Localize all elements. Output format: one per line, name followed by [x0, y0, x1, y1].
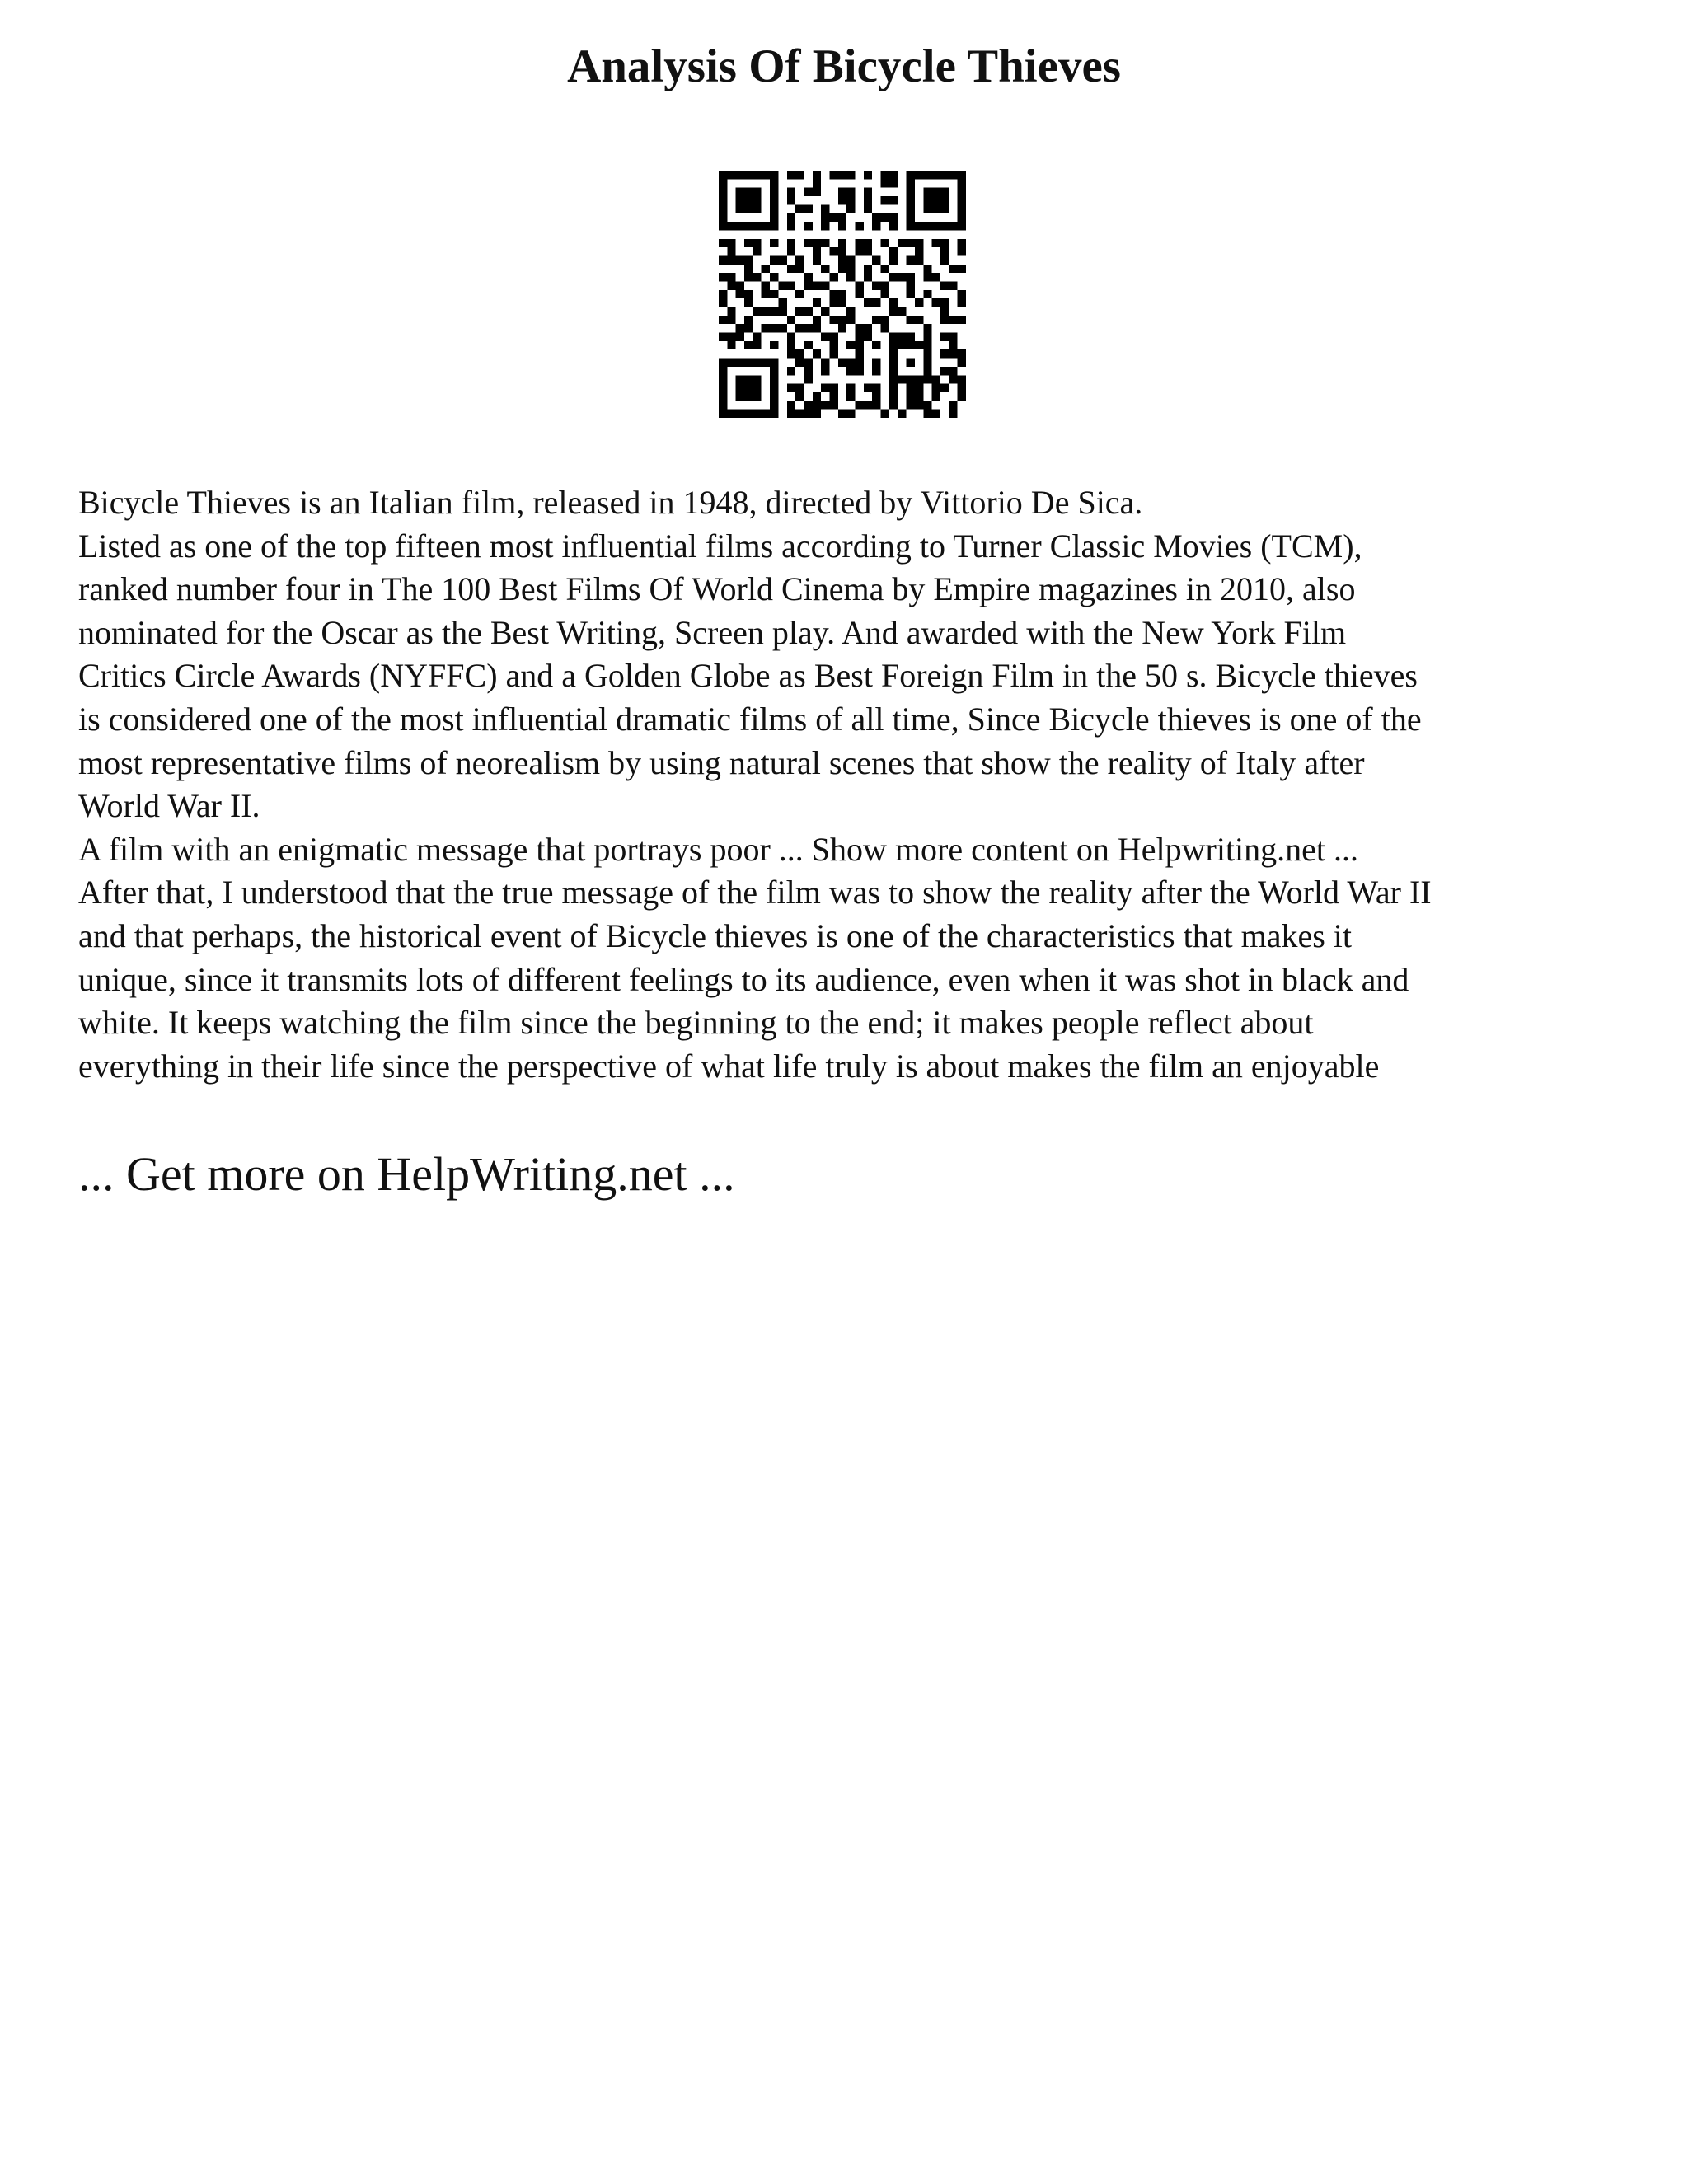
body-line: and that perhaps, the historical event of Bicycle thieves is one of the characteristics that makes it — [78, 916, 1353, 954]
body-line: Bicycle Thieves is an Italian film, released in 1948, directed by Vittorio De Sica. — [78, 484, 1143, 521]
body-line: Critics Circle Awards (NYFFC) and a Golden Globe as Best Foreign Film in the 50 s. Bicycle thieves — [78, 657, 1418, 695]
body-line: A film with an enigmatic message that portrays poor ... Show more content on Helpwriting.net ... — [78, 830, 1359, 868]
body-line: Listed as one of the top fifteen most influential films according to Turner Classic Movies (TCM), — [78, 527, 1362, 565]
body-line: After that, I understood that the true message of the film was to show the reality after the World War II — [78, 874, 1432, 912]
qr-code-icon — [719, 171, 966, 418]
body-line: nominated for the Oscar as the Best Writing, Screen play. And awarded with the New York Film — [78, 613, 1347, 651]
page-title: Analysis Of Bicycle Thieves — [567, 40, 1121, 92]
body-line: most representative films of neorealism by using natural scenes that show the reality of Italy after — [78, 743, 1365, 781]
body-line: white. It keeps watching the film since the beginning to the end; it makes people reflect about — [78, 1004, 1314, 1042]
body-line: unique, since it transmits lots of different feelings to its audience, even when it was shot in black and — [78, 960, 1409, 998]
get-more-link[interactable]: ... Get more on HelpWriting.net ... — [78, 1147, 735, 1201]
body-line: ranked number four in The 100 Best Films Of World Cinema by Empire magazines in 2010, also — [78, 570, 1356, 608]
body-line: is considered one of the most influential dramatic films of all time, Since Bicycle thieves is one of the — [78, 700, 1422, 738]
article-body — [78, 481, 1644, 1088]
body-line: World War II. — [78, 787, 260, 825]
body-line: everything in their life since the perspective of what life truly is about makes the film an enjoyable — [78, 1047, 1380, 1085]
